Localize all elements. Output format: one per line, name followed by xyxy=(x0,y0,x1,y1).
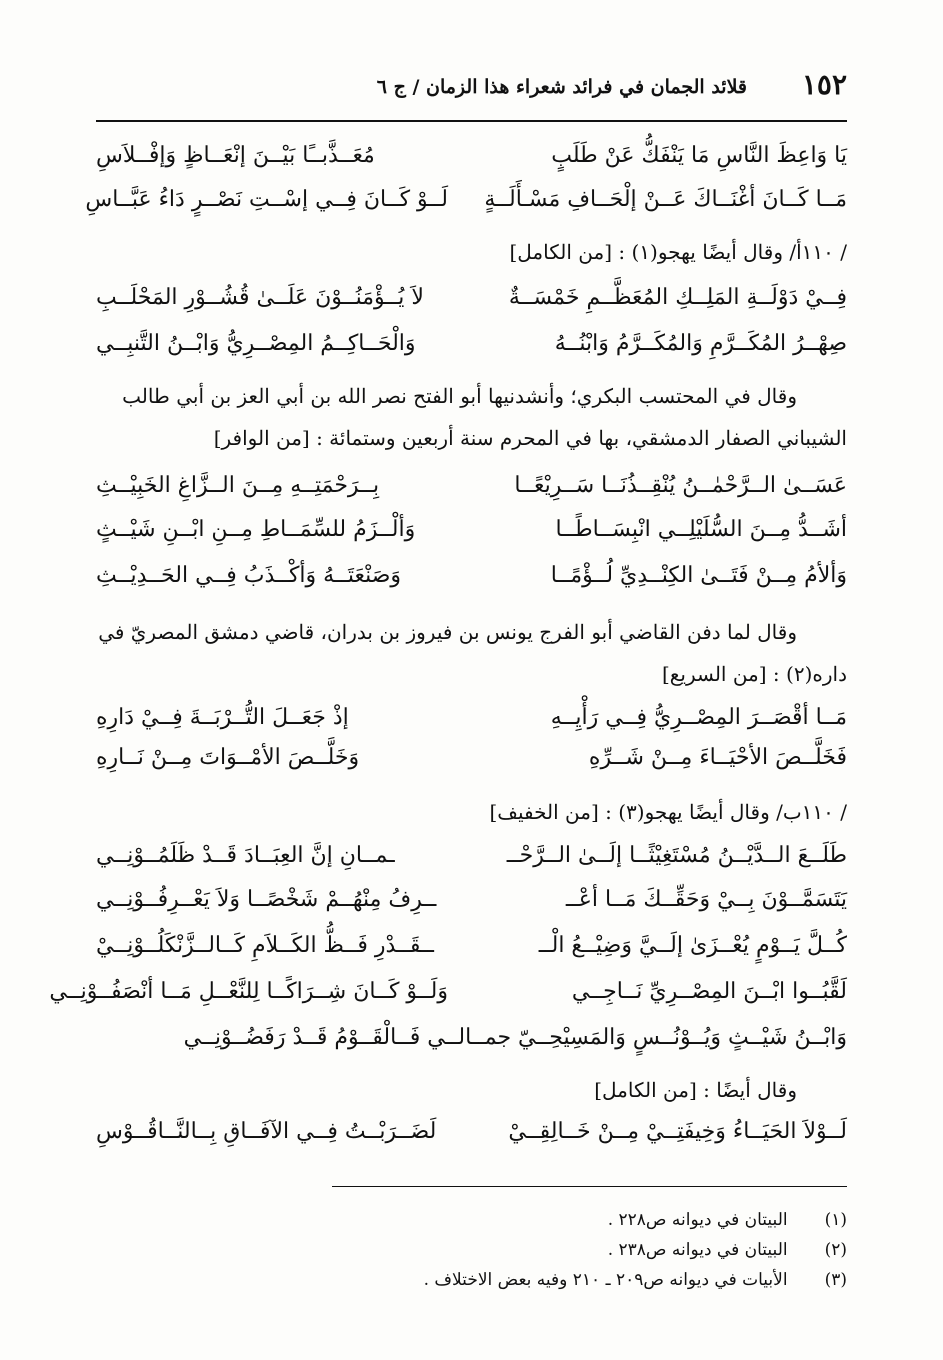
poem-heading: وقال أيضًا : [من الكامل] xyxy=(594,1078,797,1102)
page-number: ١٥٢ xyxy=(801,68,847,101)
verse-second-hemistich: بِــرَحْمَتِــهِ مِــنَ الــزَّاغِ الخَبِيْــثِ xyxy=(96,473,380,498)
verse-second-hemistich: وَصَنْعَتَــهُ وَأكْــذَبُ فِــي الحَــدِيْــثِ xyxy=(96,563,402,588)
footnote-number: (٢) xyxy=(824,1240,847,1260)
prose-paragraph xyxy=(96,614,847,694)
poem-heading: / ١١٠ب/ وقال أيضًا يهجو(٣) : [من الخفيف] xyxy=(489,800,847,824)
verse xyxy=(49,968,847,1016)
verse xyxy=(96,922,847,970)
prose-paragraph xyxy=(96,378,847,458)
footnote-number: (٣) xyxy=(824,1270,847,1290)
footnote xyxy=(608,1236,847,1264)
verse xyxy=(96,876,847,924)
verse-second-hemistich: وَالْحَــاكِــمُ المِصْــرِيُّ وَابْــنُ التَّنبِــي xyxy=(96,331,416,356)
footnote-text: الأبيات في ديوانه ص٢٠٩ ـ ٢١٠ وفيه بعض الاختلاف . xyxy=(423,1270,788,1290)
verse-second-hemistich: ــرِفُ مِنْهُــمْ شَخْصًــا وَلاَ يَعْــرِفُــوْنِــي xyxy=(96,887,437,912)
verse xyxy=(96,506,847,554)
poem-heading: / ١١٠أ/ وقال أيضًا يهجو(١) : [من الكامل] xyxy=(509,240,847,264)
verse-second-hemistich: لاَ يُــؤْمَنُــوْنَ عَلَــىٰ قُشُــوْرِ المَحْلَــبِ xyxy=(96,285,424,310)
verse-full-line xyxy=(96,1014,847,1062)
prose-line: وقال لما دفن القاضي أبو الفرج يونس بن فيروز بن بدران، قاضي دمشق المصريّ في xyxy=(98,620,797,644)
prose-line: داره(٢) : [من السريع] xyxy=(661,662,847,686)
verse-first-hemistich: صِهْــرُ المُكَــرَّمِ وَالمُكَــرَّمُ وَابْنُــهُ xyxy=(554,331,847,356)
verse-first-hemistich: فَخَلَّــصَ الأحْيَــاءَ مِــنْ شَــرِّهِ xyxy=(588,745,847,770)
verse-second-hemistich: ــقَــدْرِ فَــظُّ الكَــلاَمِ كَــالــزَّنْكَلُــوْنِــيْ xyxy=(96,933,434,958)
verse-second-hemistich: إذْ جَعَــلَ التُّــرْبَــةَ فِــيْ دَارِهِ xyxy=(96,705,349,730)
verse-first-hemistich: لَقَّبُــوا ابْــنَ المِصْــرِيِّ نَــاجِــي xyxy=(571,979,847,1004)
verse-first-hemistich: مَــا كَــانَ أغْنَــاكَ عَــنْ إلْحَــافِ مَسْـأَلَــةٍ xyxy=(484,187,847,212)
verse xyxy=(96,734,847,782)
prose-line: الشيباني الصفار الدمشقي، بها في المحرم سنة أربعين وستمائة : [من الوافر] xyxy=(213,426,847,450)
footnote-text: البيتان في ديوانه ص٢٢٨ . xyxy=(607,1210,788,1230)
running-title: قلائد الجمان في فرائد شعراء هذا الزمان / ج ٦ xyxy=(376,76,747,98)
verse xyxy=(96,320,847,368)
verse-first-hemistich: وَألأمُ مِــنْ فَتَــىٰ الكِنْــدِيِّ لُــؤْمًــا xyxy=(550,563,847,588)
verse-first-hemistich: أشَــدُّ مِــنَ السُّلَيْلِــي انْبِسَــاطًــا xyxy=(555,517,847,542)
footnote-text: البيتان في ديوانه ص٢٣٨ . xyxy=(607,1240,788,1260)
verse-first-hemistich: مَــا أقْصَــرَ المِصْــرِيُّ فِــي رَأْيِــهِ xyxy=(550,705,847,730)
page-header xyxy=(96,68,847,108)
header-rule xyxy=(96,120,847,122)
verse xyxy=(85,176,847,224)
prose-line: وقال في المحتسب البكري؛ وأنشدنيها أبو الفتح نصر الله بن أبي العز بن أبي طالب xyxy=(122,384,797,408)
verse-second-hemistich: لَضَــرَبْــتُ فِــي الآفَــاقِ بِــالنَّــاقُــوْسِ xyxy=(96,1119,437,1144)
verse xyxy=(96,1108,847,1156)
verse-second-hemistich: مُعَــذَّبــًا بَيْــنَ إنْعَــاظٍ وَإفْــلاَسِ xyxy=(96,143,375,168)
verse-first-hemistich: طَلَــعَ الــدَّيْــنُ مُسْتَغِيْثًــا إلَــىٰ الــرَّحْــ xyxy=(506,843,847,868)
verse xyxy=(96,132,847,180)
footnote-rule xyxy=(332,1186,847,1187)
verse-second-hemistich: وَألْــزَمُ للسِّمَــاطِ مِــنِ ابْــنِ شَيْــثٍ xyxy=(96,517,416,542)
verse-first-hemistich: لَــوْلاَ الحَيَــاءُ وَخِيفَتِــيْ مِــنْ خَــالِقِــيْ xyxy=(508,1119,847,1144)
verse xyxy=(96,832,847,880)
verse-full-text: وَابْــنُ شَيْــثٍ وَيُــوْنُــسٍ وَالمَسِيْحِــيّ جمــالــي فَــالْقَــوْمُ قَــدْ رَفَضُــوْنِــي xyxy=(183,1025,847,1050)
verse-first-hemistich: يَتَسَمَّــوْنَ بِــيْ وَحَقِّــكَ مَــا أعْــ xyxy=(565,887,847,912)
verse-second-hemistich: ـمــانِ إنَّ العِبَــادَ قَــدْ ظَلَمُــوْنِــي xyxy=(96,843,395,868)
verse-first-hemistich: عَسَــىٰ الــرَّحْمٰــنُ يُنْقِــذُنَــا سَــرِيْعًــا xyxy=(514,473,847,498)
footnote xyxy=(608,1206,847,1234)
verse-second-hemistich: وَخَلَّــصَ الأمْــوَاتَ مِــنْ نَــارِهِ xyxy=(96,745,360,770)
footnote-number: (١) xyxy=(824,1210,847,1230)
verse-second-hemistich: وَلَــوْ كَــانَ شِــرَاكًــا لِلنَّعْــلِ مَــا أنْصَفُــوْنِــي xyxy=(49,979,448,1004)
footnote xyxy=(424,1266,847,1294)
verse-second-hemistich: لَــوْ كَــانَ فِــي إسْــتِ نَصْــرٍ دَاءُ عَبَّــاسِ xyxy=(85,187,448,212)
verse-first-hemistich: كُــلَّ يَــوْمٍ يُعْــزَىٰ إلَــيَّ وَضِيْــعُ الْــ xyxy=(538,933,847,958)
verse xyxy=(96,552,847,600)
verse-first-hemistich: فِــيْ دَوْلَــةِ المَلِــكِ المُعَظَّــمِ خَمْسَــةٌ xyxy=(508,285,847,310)
verse-first-hemistich: يَا وَاعِظَ النَّاسِ مَا يَنْفَكُّ عَنْ طَلَبٍ xyxy=(551,143,847,168)
verse xyxy=(96,274,847,322)
verse xyxy=(96,462,847,510)
